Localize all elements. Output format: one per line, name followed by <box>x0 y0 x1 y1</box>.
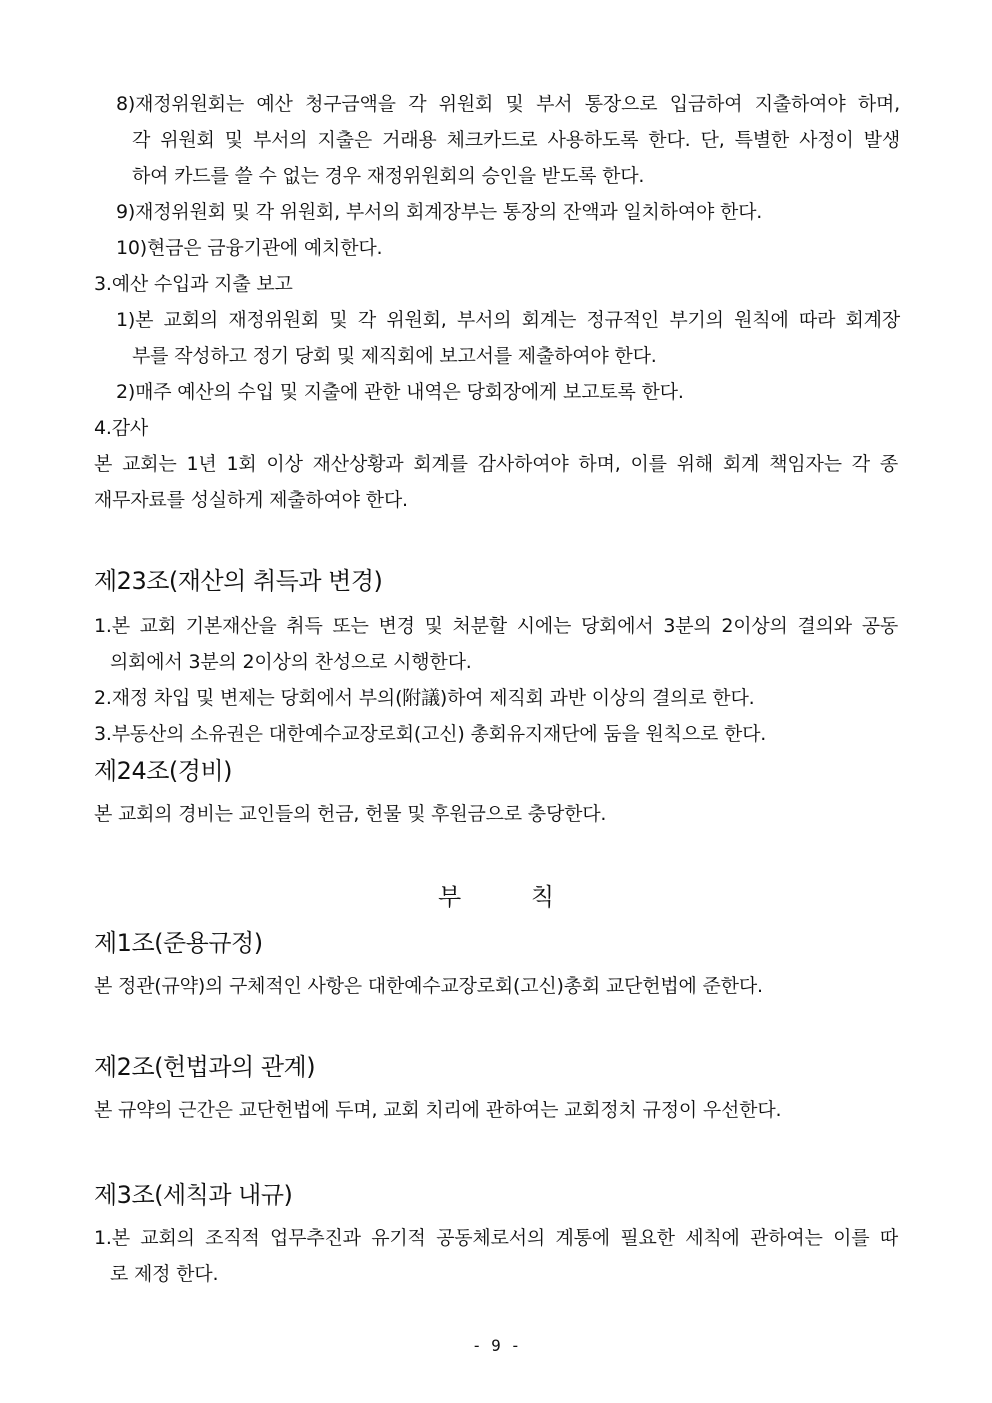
supp-art2-body: 본 규약의 근간은 교단헌법에 두며, 교회 치리에 관하여는 교회정치 규정이 우선한다. <box>94 1099 782 1121</box>
art24-title: 제24조(경비) <box>94 757 233 785</box>
sec4-body-line2: 재무자료를 성실하게 제출하여야 한다. <box>94 489 408 511</box>
sec3-item1-line2: 부를 작성하고 정기 당회 및 제직회에 보고서를 제출하여야 한다. <box>132 345 657 367</box>
sec3-item1-line1: 1)본 교회의 재정위원회 및 각 위원회, 부서의 회계는 정규적인 부기의 원칙에 따라 회계장 <box>116 309 900 331</box>
supp-art3-line1: 1.본 교회의 조직적 업무추진과 유기적 공동체로서의 계통에 필요한 세칙에 관하여는 이를 따 <box>94 1227 898 1249</box>
art23-item2: 2.재정 차입 및 변제는 당회에서 부의(附議)하여 제직회 과반 이상의 결의로 한다. <box>94 687 755 709</box>
sec3-item2: 2)매주 예산의 수입 및 지출에 관한 내역은 당회장에게 보고토록 한다. <box>116 381 684 403</box>
supp-art1-body: 본 정관(규약)의 구체적인 사항은 대한예수교장로회(고신)총회 교단헌법에 준한다. <box>94 975 763 997</box>
art22-item8-line2: 각 위원회 및 부서의 지출은 거래용 체크카드로 사용하도록 한다. 단, 특별한 사정이 발생 <box>132 129 900 151</box>
art22-item8-line3: 하여 카드를 쓸 수 없는 경우 재정위원회의 승인을 받도록 한다. <box>132 165 645 187</box>
supplementary-title: 부 칙 <box>438 883 554 911</box>
sec4-title: 4.감사 <box>94 417 149 439</box>
art22-item9: 9)재정위원회 및 각 위원회, 부서의 회계장부는 통장의 잔액과 일치하여야 한다. <box>116 201 763 223</box>
sec4-body-line1: 본 교회는 1년 1회 이상 재산상황과 회계를 감사하여야 하며, 이를 위해 회계 책임자는 각 종 <box>94 453 898 475</box>
art22-item10: 10)현금은 금융기관에 예치한다. <box>116 237 383 259</box>
page-number: - 9 - <box>471 1336 521 1355</box>
art24-body: 본 교회의 경비는 교인들의 헌금, 헌물 및 후원금으로 충당한다. <box>94 803 607 825</box>
sec3-title: 3.예산 수입과 지출 보고 <box>94 273 293 295</box>
supp-art1-title: 제1조(준용규정) <box>94 929 263 957</box>
supp-art3-line2: 로 제정 한다. <box>110 1263 219 1285</box>
art23-item1-line1: 1.본 교회 기본재산을 취득 또는 변경 및 처분할 시에는 당회에서 3분의 2이상의 결의와 공동 <box>94 615 898 637</box>
supp-art3-title: 제3조(세칙과 내규) <box>94 1181 293 1209</box>
art23-title: 제23조(재산의 취득과 변경) <box>94 567 383 595</box>
art23-item1-line2: 의회에서 3분의 2이상의 찬성으로 시행한다. <box>110 651 472 673</box>
art23-item3: 3.부동산의 소유권은 대한예수교장로회(고신) 총회유지재단에 둠을 원칙으로 한다. <box>94 723 767 745</box>
supp-art2-title: 제2조(헌법과의 관계) <box>94 1053 316 1081</box>
art22-item8-line1: 8)재정위원회는 예산 청구금액을 각 위원회 및 부서 통장으로 입금하여 지출하여야 하며, <box>116 93 900 115</box>
